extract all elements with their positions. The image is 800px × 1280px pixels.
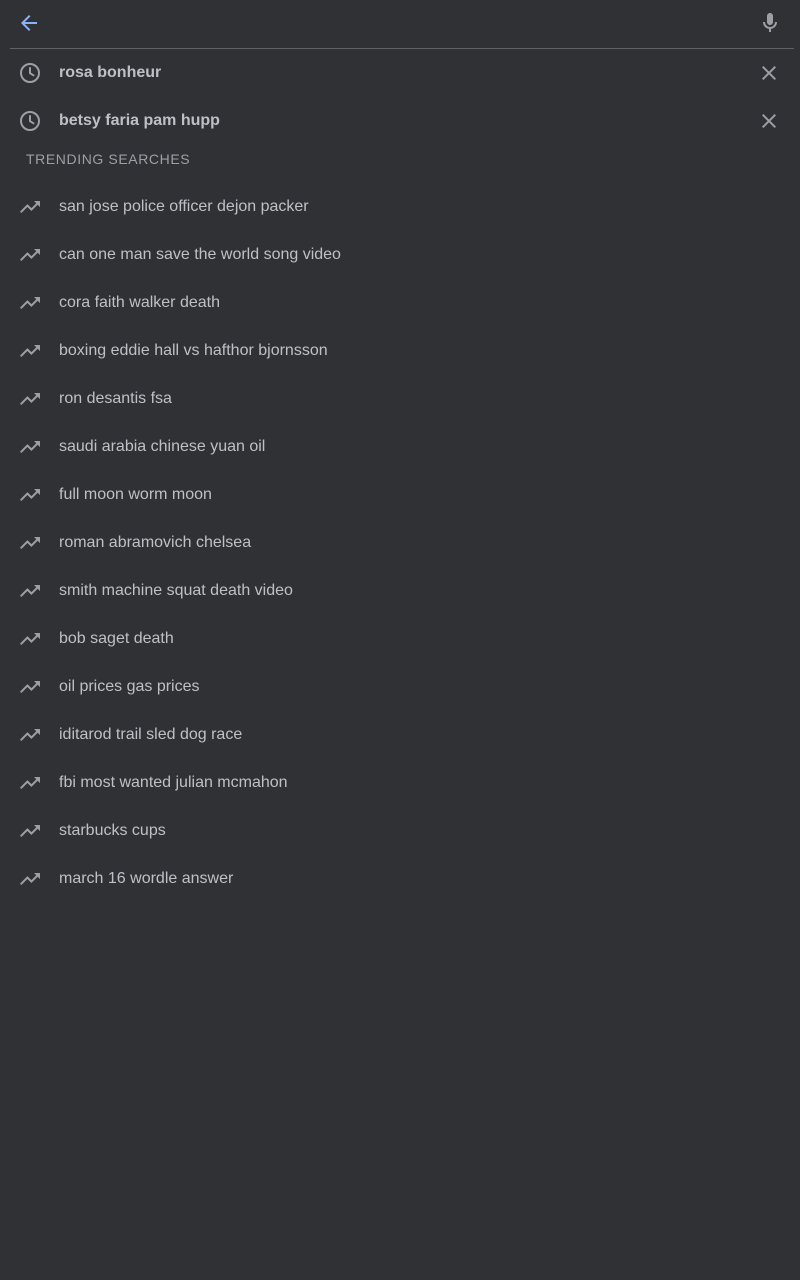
trending-item[interactable] xyxy=(0,615,800,663)
trending-up-icon xyxy=(18,291,42,315)
trending-up-icon xyxy=(18,195,42,219)
trending-item-label: saudi arabia chinese yuan oil xyxy=(59,438,266,455)
suggestion-list xyxy=(0,49,800,903)
trending-item-label: can one man save the world song video xyxy=(59,246,341,263)
trending-item-label: full moon worm moon xyxy=(59,486,212,503)
history-item-label: rosa bonheur xyxy=(59,64,162,81)
trending-up-icon xyxy=(18,723,42,747)
trending-item-label: roman abramovich chelsea xyxy=(59,534,252,551)
search-bar xyxy=(10,0,794,49)
trending-item[interactable] xyxy=(0,855,800,903)
search-input[interactable] xyxy=(58,8,742,42)
trending-item-label: bob saget death xyxy=(59,630,174,647)
arrow-back-icon[interactable] xyxy=(17,11,41,35)
history-clock-icon xyxy=(18,109,42,133)
trending-item-label: march 16 wordle answer xyxy=(59,870,234,887)
trending-up-icon xyxy=(18,675,42,699)
trending-item-label: oil prices gas prices xyxy=(59,678,200,695)
trending-item[interactable] xyxy=(0,663,800,711)
trending-item-label: cora faith walker death xyxy=(59,294,220,311)
trending-item[interactable] xyxy=(0,759,800,807)
trending-item[interactable] xyxy=(0,711,800,759)
trending-item[interactable] xyxy=(0,279,800,327)
trending-up-icon xyxy=(18,819,42,843)
trending-item[interactable] xyxy=(0,423,800,471)
trending-up-icon xyxy=(18,867,42,891)
trending-up-icon xyxy=(18,579,42,603)
trending-list xyxy=(0,183,800,903)
trending-up-icon xyxy=(18,483,42,507)
trending-item-label: ron desantis fsa xyxy=(59,390,172,407)
trending-item-label: iditarod trail sled dog race xyxy=(59,726,243,743)
trending-up-icon xyxy=(18,627,42,651)
trending-item-label: san jose police officer dejon packer xyxy=(59,198,309,215)
trending-up-icon xyxy=(18,339,42,363)
trending-header xyxy=(0,145,800,183)
trending-up-icon xyxy=(18,387,42,411)
trending-header-label: TRENDING SEARCHES xyxy=(26,151,191,167)
close-icon[interactable] xyxy=(757,109,781,133)
history-item-label: betsy faria pam hupp xyxy=(59,112,220,129)
trending-item-label: smith machine squat death video xyxy=(59,582,293,599)
trending-item-label: starbucks cups xyxy=(59,822,166,839)
history-item[interactable] xyxy=(0,49,800,97)
trending-item[interactable] xyxy=(0,327,800,375)
history-item[interactable] xyxy=(0,97,800,145)
trending-item[interactable] xyxy=(0,519,800,567)
trending-item[interactable] xyxy=(0,471,800,519)
trending-up-icon xyxy=(18,435,42,459)
trending-item-label: boxing eddie hall vs hafthor bjornsson xyxy=(59,342,328,359)
trending-up-icon xyxy=(18,771,42,795)
trending-item[interactable] xyxy=(0,231,800,279)
trending-item-label: fbi most wanted julian mcmahon xyxy=(59,774,288,791)
close-icon[interactable] xyxy=(757,61,781,85)
history-clock-icon xyxy=(18,61,42,85)
trending-item[interactable] xyxy=(0,183,800,231)
microphone-icon[interactable] xyxy=(758,11,782,35)
trending-up-icon xyxy=(18,531,42,555)
trending-item[interactable] xyxy=(0,807,800,855)
trending-item[interactable] xyxy=(0,567,800,615)
trending-item[interactable] xyxy=(0,375,800,423)
trending-up-icon xyxy=(18,243,42,267)
